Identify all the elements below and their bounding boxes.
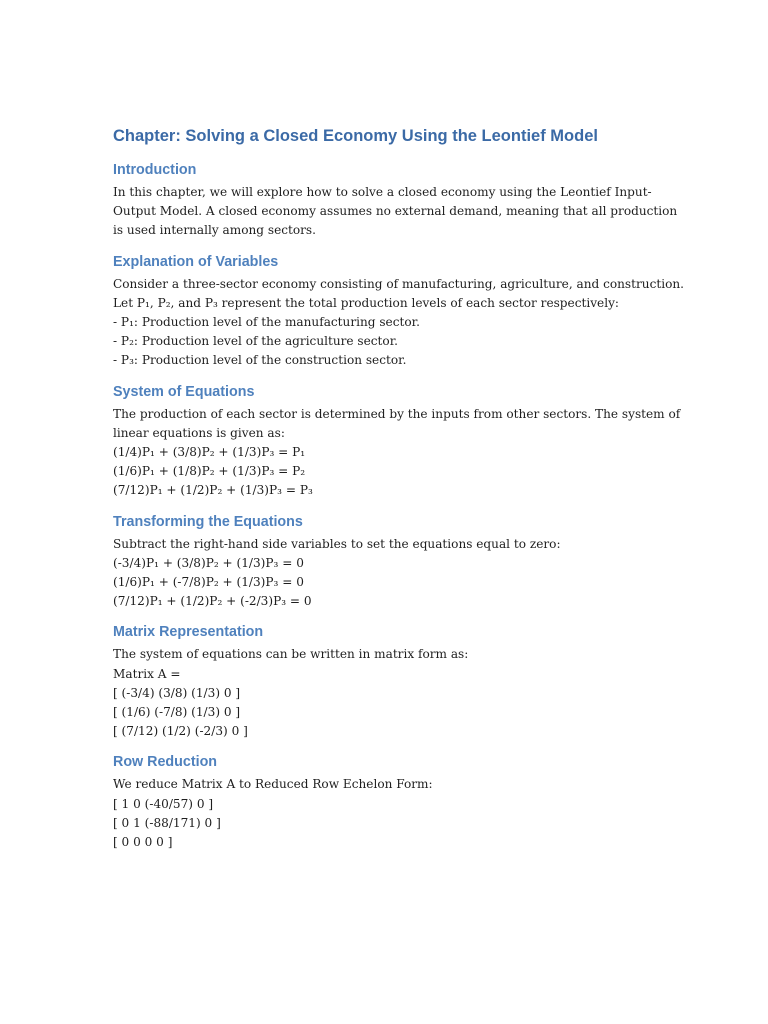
section-heading: Explanation of Variables xyxy=(113,253,279,270)
section-row-reduction xyxy=(113,750,673,852)
section-heading: System of Equations xyxy=(113,383,255,400)
matrix-row: [ (7/12) (1/2) (-2/3) 0 ] xyxy=(113,724,248,739)
section-body xyxy=(113,183,678,241)
matrix-row: [ 1 0 (-40/57) 0 ] xyxy=(113,796,214,811)
text-line: - P₃: Production level of the construction sector. xyxy=(113,353,407,368)
section-matrix-representation xyxy=(113,620,673,741)
equation-line: (7/12)P₁ + (1/2)P₂ + (1/3)P₃ = P₃ xyxy=(113,483,313,498)
text-line: The production of each sector is determined by the inputs from other sectors. The system of xyxy=(113,406,681,421)
matrix-row: [ (1/6) (-7/8) (1/3) 0 ] xyxy=(113,705,241,720)
matrix-row: [ (-3/4) (3/8) (1/3) 0 ] xyxy=(113,685,241,700)
section-body xyxy=(113,535,673,612)
text-line: Subtract the right-hand side variables to set the equations equal to zero: xyxy=(113,536,561,551)
section-introduction xyxy=(113,158,678,241)
section-heading: Introduction xyxy=(113,162,197,178)
section-body xyxy=(113,275,684,371)
equation-line: (1/6)P₁ + (1/8)P₂ + (1/3)P₃ = P₂ xyxy=(113,464,306,479)
section-explanation-of-variables xyxy=(113,250,684,371)
chapter-title: Chapter: Solving a Closed Economy Using the Leontief Model xyxy=(113,127,598,145)
section-heading: Row Reduction xyxy=(113,754,218,771)
text-line: - P₁: Production level of the manufacturing sector. xyxy=(113,315,420,330)
equation-line: (1/4)P₁ + (3/8)P₂ + (1/3)P₃ = P₁ xyxy=(113,445,306,460)
section-heading: Matrix Representation xyxy=(113,624,264,641)
text-line: - P₂: Production level of the agriculture sector. xyxy=(113,334,398,349)
text-line: linear equations is given as: xyxy=(113,425,285,440)
text-line: Output Model. A closed economy assumes no external demand, meaning that all production xyxy=(113,204,678,219)
text-line: We reduce Matrix A to Reduced Row Echelon Form: xyxy=(113,777,433,792)
equation-line: (1/6)P₁ + (-7/8)P₂ + (1/3)P₃ = 0 xyxy=(113,575,304,590)
matrix-row: [ 0 0 0 0 ] xyxy=(113,835,173,850)
section-body xyxy=(113,645,673,741)
text-line: is used internally among sectors. xyxy=(113,223,316,238)
section-body xyxy=(113,405,681,501)
equation-line: (7/12)P₁ + (1/2)P₂ + (-2/3)P₃ = 0 xyxy=(113,594,312,609)
section-heading: Transforming the Equations xyxy=(113,513,303,530)
text-line: The system of equations can be written in matrix form as: xyxy=(113,647,469,662)
matrix-row: [ 0 1 (-88/171) 0 ] xyxy=(113,815,221,830)
section-body xyxy=(113,775,673,852)
text-line: In this chapter, we will explore how to solve a closed economy using the Leontief Input- xyxy=(113,185,652,199)
equation-line: (-3/4)P₁ + (3/8)P₂ + (1/3)P₃ = 0 xyxy=(113,555,304,570)
document-page xyxy=(113,124,684,861)
section-system-of-equations xyxy=(113,380,681,501)
text-line: Consider a three-sector economy consisting of manufacturing, agriculture, and construction. xyxy=(113,276,684,291)
text-line: Matrix A = xyxy=(113,666,181,681)
text-line: Let P₁, P₂, and P₃ represent the total production levels of each sector respectively: xyxy=(113,295,619,310)
section-transforming-the-equations xyxy=(113,510,673,612)
